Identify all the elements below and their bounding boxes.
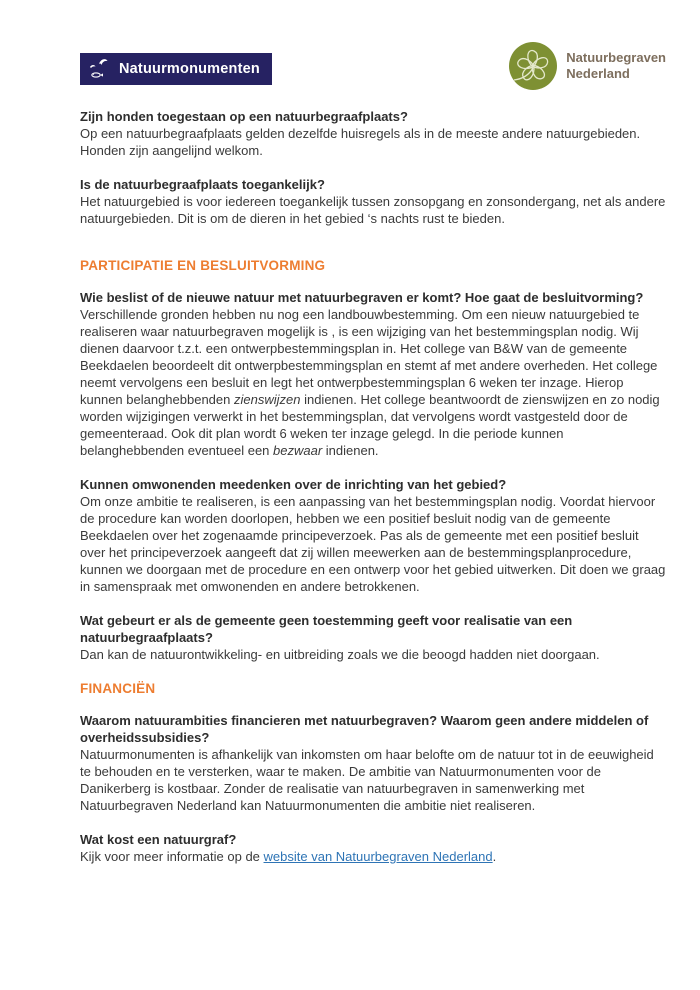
qa-block-kosten — [80, 831, 666, 865]
answer-meedenken: Om onze ambitie te realiseren, is een aanpassing van het bestemmingsplan nodig. Voordat hiervoor de procedure kan worden doorlopen, hebben we een positief besluit nodig van de gemeente Beekdaelen over het zogenaamde principeverzoek. Pas als de gemeente met een positief besluit over het principeverzoek aangeeft dat zij willen meewerken aan de bestemmingsplanprocedure, kunnen we doorgaan met de procedure en een ontwerp voor het gebied uitwerken. Dit doen we graag in samenspraak met omwonenden en andere betrokkenen. — [80, 494, 666, 594]
question-geen-toestemming: Wat gebeurt er als de gemeente geen toestemming geeft voor realisatie van een natuurbegraafplaats? — [80, 613, 573, 645]
natuurbegraven-website-link[interactable]: website van Natuurbegraven Nederland — [263, 849, 493, 864]
question-financieren: Waarom natuurambities financieren met natuurbegraven? Waarom geen andere middelen of overheidssubsidies? — [80, 713, 649, 745]
question-kosten: Wat kost een natuurgraf? — [80, 832, 237, 847]
natuurmonumenten-logo — [80, 53, 272, 85]
qa-block-geen-toestemming — [80, 612, 666, 663]
answer-segment-italic-zienswijzen: zienswijzen — [233, 392, 301, 407]
document-body — [80, 108, 666, 865]
question-meedenken: Kunnen omwonenden meedenken over de inrichting van het gebied? — [80, 477, 507, 492]
logo-header-row — [80, 42, 666, 92]
qa-block-accessibility — [80, 176, 666, 227]
natuurbegraven-flower-icon — [509, 42, 557, 90]
natuurbegraven-logo-line1: Natuurbegraven — [566, 50, 666, 65]
question-dogs-allowed: Zijn honden toegestaan op een natuurbegraafplaats? — [80, 109, 408, 124]
answer-segment: indienen. — [322, 443, 379, 458]
answer-financieren: Natuurmonumenten is afhankelijk van inkomsten om haar belofte om de natuur tot in de eeuwigheid te behouden en te versterken, waar te maken. De ambitie van Natuurmonumenten voor de Danikerberg is kostbaar. Zonder de realisatie van natuurbegraven in samenwerking met Natuurbegraven Nederland kan Natuurmonumenten die ambitie niet realiseren. — [80, 747, 654, 813]
answer-kosten — [80, 848, 666, 865]
natuurbegraven-logo-line2: Nederland — [566, 66, 630, 81]
answer-besluitvorming — [80, 306, 666, 459]
qa-block-besluitvorming — [80, 289, 666, 459]
answer-segment: Verschillende gronden hebben nu nog een landbouwbestemming. Om een nieuw natuurgebied te realiseren waar natuurbegraven mogelijk is , is een wijziging van het bestemmingsplan nodig. Wij dienen daarvoor t.z.t. een ontwerpbestemmingsplan in. Het college van B&W van de gemeente Beekdaelen beoordeelt dit ontwerpbestemmingsplan en stemt af met andere overheden. Het college neemt vervolgens een besluit en legt het ontwerpbestemmingsplan 6 weken ter inzage. Hierop kunnen belanghebbenden — [80, 307, 658, 407]
section-header-participatie: PARTICIPATIE EN BESLUITVORMING — [80, 258, 326, 273]
answer-segment-italic-bezwaar: bezwaar — [273, 443, 323, 458]
question-besluitvorming: Wie beslist of de nieuwe natuur met natuurbegraven er komt? Hoe gaat de besluitvorming? — [80, 290, 644, 305]
natuurmonumenten-animals-icon — [86, 55, 114, 83]
qa-block-dogs — [80, 108, 666, 159]
answer-segment: Kijk voor meer informatie op de — [80, 849, 264, 864]
answer-segment: indienen. Het college beantwoordt de zienswijzen en zo nodig worden wijzigingen verwerkt in het bestemmingsplan, dat vervolgens wordt vastgesteld door de gemeenteraad. Ook dit plan wordt 6 weken ter inzage gelegd. In die periode kunnen belanghebbenden eventueel een — [80, 392, 660, 458]
natuurmonumenten-logo-label: Natuurmonumenten — [119, 61, 260, 77]
answer-segment: . — [492, 849, 497, 864]
answer-accessibility: Het natuurgebied is voor iedereen toegankelijk tussen zonsopgang en zonsondergang, net als andere natuurgebieden. Dit is om de dieren in het gebied ‘s nachts rust te bieden. — [80, 194, 666, 226]
natuurbegraven-logo-label — [566, 50, 666, 82]
qa-block-financieren — [80, 712, 666, 814]
answer-dogs-allowed: Op een natuurbegraafplaats gelden dezelfde huisregels als in de meeste andere natuurgebieden. Honden zijn aangelijnd welkom. — [80, 126, 641, 158]
qa-block-meedenken — [80, 476, 666, 595]
answer-geen-toestemming: Dan kan de natuurontwikkeling- en uitbreiding zoals we die beoogd hadden niet doorgaan. — [80, 647, 600, 662]
section-header-financien: FINANCIËN — [80, 681, 156, 696]
question-accessibility: Is de natuurbegraafplaats toegankelijk? — [80, 177, 325, 192]
natuurbegraven-nederland-logo — [509, 42, 666, 90]
